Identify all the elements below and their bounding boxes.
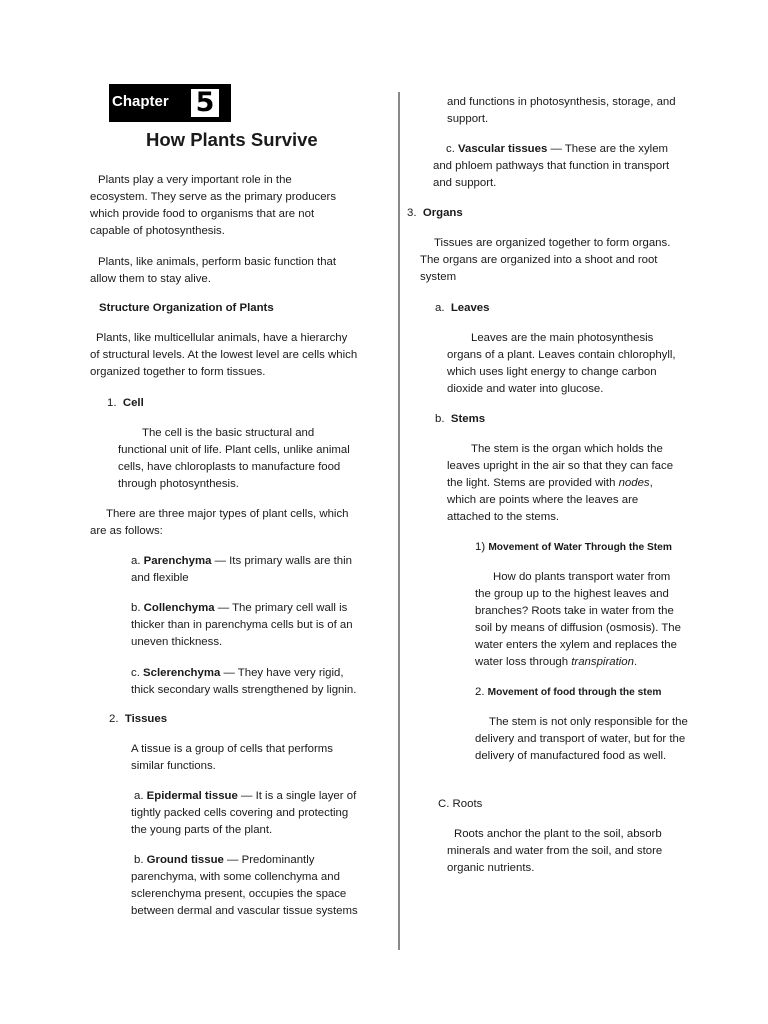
intro-paragraph-1: Plants play a very important role in the ecosystem. They serve as the primary producers which provide food to organisms that are not capable of photosynthesis. xyxy=(90,174,337,237)
water-movement-heading xyxy=(475,539,672,556)
column-divider xyxy=(398,92,400,950)
collenchyma-item: b. Collenchyma — The primary cell wall is thicker than in parenchyma cells but is of an uneven thickness. xyxy=(131,602,353,648)
epidermal-term: Epidermal tissue xyxy=(146,790,238,802)
nodes-term: nodes xyxy=(618,477,650,489)
organs-number: 3. xyxy=(407,207,417,219)
organs-paragraph: Tissues are organized together to form organs. The organs are organized into a shoot and root system xyxy=(420,237,671,283)
cell-types-intro: There are three major types of plant cells, which are as follows: xyxy=(90,508,349,537)
cell-heading xyxy=(107,395,144,412)
leaves-prefix: a. xyxy=(435,302,445,314)
food-movement-heading xyxy=(475,684,661,701)
organs-heading-text: Organs xyxy=(422,207,463,219)
leaves-paragraph: Leaves are the main photosynthesis organs of a plant. Leaves contain chlorophyll, which uses light energy to change carbon dioxide and water into glucose. xyxy=(447,332,676,395)
epidermal-item: a. Epidermal tissue — It is a single layer of tightly packed cells covering and protecting the young parts of the plant. xyxy=(131,790,357,836)
sclerenchyma-item: c. Sclerenchyma — They have very rigid, thick secondary walls strengthened by lignin. xyxy=(131,667,357,696)
parenchyma-item: a. Parenchyma — Its primary walls are thin and flexible xyxy=(131,555,352,584)
food-movement-number: 2. xyxy=(475,686,485,698)
structure-heading: Structure Organization of Plants xyxy=(99,302,274,314)
stems-prefix: b. xyxy=(435,413,445,425)
roots-heading: C. Roots xyxy=(438,798,483,810)
intro-paragraph-2: Plants, like animals, perform basic function that allow them to stay alive. xyxy=(90,256,337,285)
tissues-heading-text: Tissues xyxy=(124,713,168,725)
tissues-heading xyxy=(109,711,167,728)
roots-paragraph: Roots anchor the plant to the soil, absorb minerals and water from the soil, and store organic nutrients. xyxy=(447,828,663,874)
vascular-item: c. Vascular tissues — These are the xylem and phloem pathways that function in transport and support. xyxy=(433,143,670,189)
ground-term: Ground tissue xyxy=(146,854,224,866)
cell-paragraph: The cell is the basic structural and functional unit of life. Plant cells, unlike animal cells, have chloroplasts to manufacture food through photosynthesis. xyxy=(118,427,350,490)
chapter-number: 5 xyxy=(191,89,219,117)
organs-heading xyxy=(407,205,463,222)
parenchyma-term: Parenchyma xyxy=(143,555,212,567)
ground-tissue-continued: and functions in photosynthesis, storage, and support. xyxy=(447,96,676,125)
food-movement-paragraph: The stem is not only responsible for the delivery and transport of water, but for the delivery of manufactured food as well. xyxy=(475,716,688,762)
structure-paragraph: Plants, like multicellular animals, have a hierarchy of structural levels. At the lowest level are cells which organized together to form tissues. xyxy=(90,332,358,378)
food-movement-heading-text: Movement of food through the stem xyxy=(487,687,662,698)
page-title: How Plants Survive xyxy=(146,129,318,150)
water-movement-number: 1) xyxy=(475,541,486,553)
chapter-badge xyxy=(109,84,231,122)
ground-item: b. Ground tissue — Predominantly parenchyma, with some collenchyma and sclerenchyma present, occupies the space between dermal and vascular tissue systems xyxy=(131,854,358,917)
collenchyma-term: Collenchyma xyxy=(143,602,215,614)
tissues-paragraph: A tissue is a group of cells that performs similar functions. xyxy=(131,743,333,772)
tissues-number: 2. xyxy=(109,713,119,725)
sclerenchyma-term: Sclerenchyma xyxy=(143,667,221,679)
cell-heading-text: Cell xyxy=(122,397,144,409)
stems-heading xyxy=(435,411,485,428)
leaves-heading xyxy=(435,300,489,317)
chapter-label: Chapter xyxy=(112,93,169,110)
cell-number: 1. xyxy=(107,397,117,409)
water-movement-paragraph: How do plants transport water from the group up to the highest leaves and branches? Roots take in water from the soil by means of diffusion (osmosis). The water enters the xylem and replaces the water loss through transpiration. xyxy=(475,571,681,668)
stems-paragraph: The stem is the organ which holds the leaves upright in the air so that they can face the light. Stems are provided with nodes, which are points where the leaves are attached to the stems. xyxy=(447,443,674,523)
stems-heading-text: Stems xyxy=(450,413,486,425)
transpiration-term: transpiration xyxy=(571,656,634,668)
leaves-heading-text: Leaves xyxy=(450,302,490,314)
vascular-term: Vascular tissues xyxy=(458,143,548,155)
water-movement-heading-text: Movement of Water Through the Stem xyxy=(488,542,672,553)
